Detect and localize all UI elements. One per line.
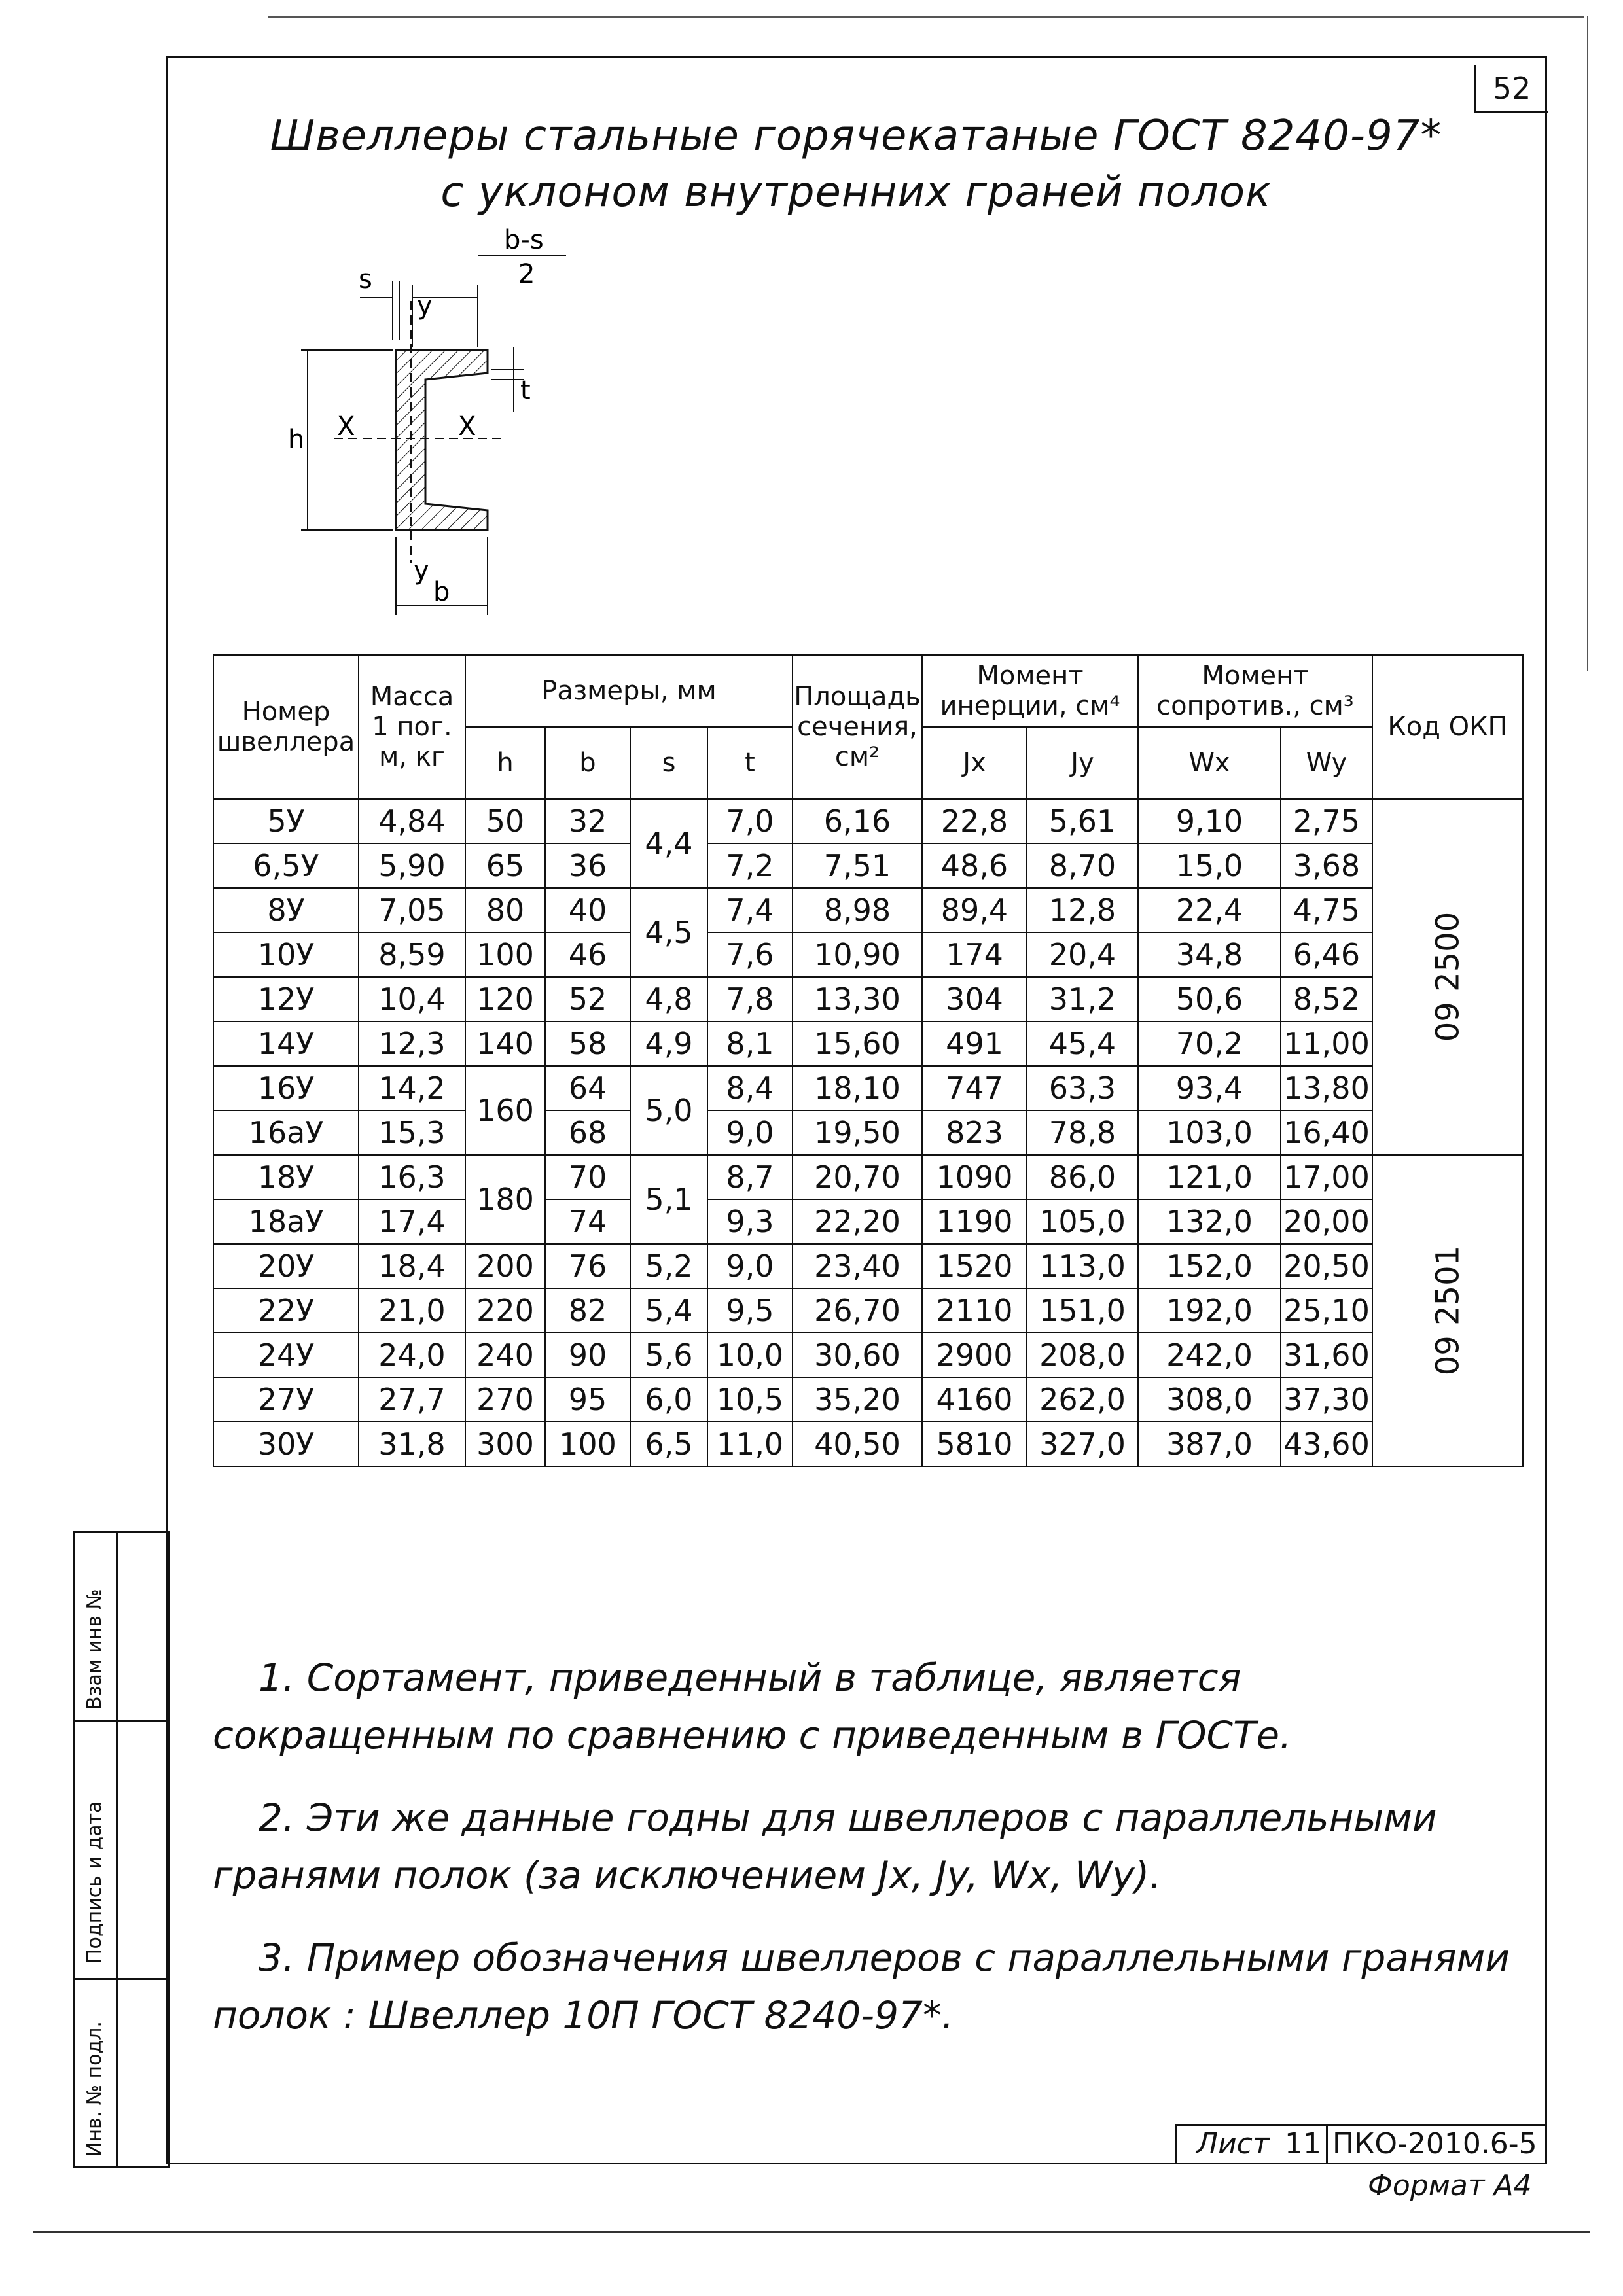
cell-wy: 37,30: [1281, 1377, 1372, 1422]
cell-b: 76: [545, 1244, 630, 1288]
document-code: ПКО-2010.6-5: [1332, 2127, 1537, 2161]
cell-mass: 4,84: [359, 799, 465, 843]
cell-number: 6,5У: [213, 843, 359, 888]
cell-s: 5,2: [630, 1244, 707, 1288]
cell-b: 68: [545, 1110, 630, 1155]
cell-b: 70: [545, 1155, 630, 1199]
cell-b: 100: [545, 1422, 630, 1466]
cell-wy: 2,75: [1281, 799, 1372, 843]
okp-code: 09 2501: [1429, 1245, 1466, 1376]
cell-t: 9,5: [707, 1288, 793, 1333]
stamp-cell-3: [75, 1980, 118, 2166]
cell-s: 5,4: [630, 1288, 707, 1333]
cell-area: 19,50: [793, 1110, 922, 1155]
cell-t: 9,0: [707, 1244, 793, 1288]
cell-mass: 5,90: [359, 843, 465, 888]
cell-mass: 15,3: [359, 1110, 465, 1155]
note-1: 1. Сортамент, приведенный в таблице, является сокращенным по сравнению с приведенным в ГОСТе.: [213, 1655, 1292, 1757]
cell-wx: 34,8: [1138, 932, 1281, 977]
label-y-top: y: [417, 291, 433, 321]
table-row: [213, 977, 1523, 1021]
cell-b: 95: [545, 1377, 630, 1422]
cell-b: 90: [545, 1333, 630, 1377]
cell-wx: 387,0: [1138, 1422, 1281, 1466]
cell-jy: 113,0: [1027, 1244, 1138, 1288]
format-label: Формат А4: [1368, 2169, 1532, 2202]
cell-wx: 93,4: [1138, 1066, 1281, 1110]
cell-mass: 31,8: [359, 1422, 465, 1466]
cell-h: 65: [465, 843, 545, 888]
cell-t: 10,0: [707, 1333, 793, 1377]
table-row: [213, 1021, 1523, 1066]
sheet-number: 11: [1285, 2127, 1321, 2161]
cell-number: 16У: [213, 1066, 359, 1110]
cell-h: 220: [465, 1288, 545, 1333]
cell-jy: 151,0: [1027, 1288, 1138, 1333]
header-inertia: Момент инерции, см⁴: [922, 655, 1138, 727]
header-b: b: [545, 727, 630, 799]
cell-wx: 70,2: [1138, 1021, 1281, 1066]
table-row: [213, 1422, 1523, 1466]
cell-jx: 4160: [922, 1377, 1027, 1422]
table-row: [213, 888, 1523, 932]
stamp-label-1: Взам инв №: [83, 1589, 106, 1710]
cell-jy: 20,4: [1027, 932, 1138, 977]
cell-b: 82: [545, 1288, 630, 1333]
cell-jy: 5,61: [1027, 799, 1138, 843]
cell-number: 18аУ: [213, 1199, 359, 1244]
cell-t: 7,4: [707, 888, 793, 932]
cell-h: 300: [465, 1422, 545, 1466]
cell-area: 35,20: [793, 1377, 922, 1422]
table-body: [213, 799, 1523, 1466]
table-row: [213, 1155, 1523, 1199]
cell-jx: 22,8: [922, 799, 1027, 843]
cell-t: 7,8: [707, 977, 793, 1021]
label-s: s: [359, 264, 372, 294]
header-dimensions: Размеры, мм: [465, 655, 793, 727]
cell-jy: 105,0: [1027, 1199, 1138, 1244]
cell-wy: 31,60: [1281, 1333, 1372, 1377]
header-number: Номер швеллера: [213, 655, 359, 799]
cell-h: 240: [465, 1333, 545, 1377]
cell-wx: 121,0: [1138, 1155, 1281, 1199]
title-line-1: Швеллеры стальные горячекатаные ГОСТ 8240-97*: [270, 112, 1442, 160]
cell-s: 5,6: [630, 1333, 707, 1377]
header-t: t: [707, 727, 793, 799]
header-jx: Jx: [922, 727, 1027, 799]
cell-t: 7,6: [707, 932, 793, 977]
cell-area: 10,90: [793, 932, 922, 977]
notes: [213, 1649, 1535, 2069]
cell-wx: 242,0: [1138, 1333, 1281, 1377]
title-line-2: с уклоном внутренних граней полок: [440, 168, 1272, 217]
cell-h: 100: [465, 932, 545, 977]
label-frac-num: b-s: [504, 225, 544, 255]
cell-area: 30,60: [793, 1333, 922, 1377]
cell-b: 64: [545, 1066, 630, 1110]
cell-s: 6,0: [630, 1377, 707, 1422]
table-row: [213, 843, 1523, 888]
cell-t: 8,4: [707, 1066, 793, 1110]
cell-wy: 25,10: [1281, 1288, 1372, 1333]
cell-h: 120: [465, 977, 545, 1021]
cell-h: 50: [465, 799, 545, 843]
label-frac-den: 2: [518, 259, 535, 289]
cell-wx: 22,4: [1138, 888, 1281, 932]
cell-wx: 9,10: [1138, 799, 1281, 843]
cell-number: 10У: [213, 932, 359, 977]
header-wx: Wx: [1138, 727, 1281, 799]
note-2: 2. Эти же данные годны для швеллеров с параллельными гранями полок (за исключением Jx, Jy, Wx, Wy).: [213, 1795, 1437, 1898]
cell-number: 12У: [213, 977, 359, 1021]
cell-s: 5,1: [630, 1155, 707, 1244]
cell-jx: 2110: [922, 1288, 1027, 1333]
table-row: [213, 799, 1523, 843]
cell-wy: 6,46: [1281, 932, 1372, 977]
cell-mass: 21,0: [359, 1288, 465, 1333]
cell-h: 80: [465, 888, 545, 932]
header-resist: Момент сопротив., см³: [1138, 655, 1372, 727]
cell-jx: 491: [922, 1021, 1027, 1066]
cell-wy: 20,50: [1281, 1244, 1372, 1288]
stamp-label-2: Подпись и дата: [83, 1801, 106, 1964]
table-row: [213, 1333, 1523, 1377]
cell-number: 27У: [213, 1377, 359, 1422]
cell-t: 7,0: [707, 799, 793, 843]
cell-mass: 27,7: [359, 1377, 465, 1422]
sheet-box: [1175, 2124, 1547, 2163]
cell-jy: 262,0: [1027, 1377, 1138, 1422]
cell-jy: 12,8: [1027, 888, 1138, 932]
header-area: Площадь сечения, см²: [793, 655, 922, 799]
cell-mass: 14,2: [359, 1066, 465, 1110]
cell-wx: 132,0: [1138, 1199, 1281, 1244]
cell-s: 4,9: [630, 1021, 707, 1066]
cell-jy: 86,0: [1027, 1155, 1138, 1199]
cell-number: 5У: [213, 799, 359, 843]
cell-jy: 208,0: [1027, 1333, 1138, 1377]
table-row: [213, 1199, 1523, 1244]
cell-jx: 5810: [922, 1422, 1027, 1466]
stamp-label-3: Инв. № подл.: [83, 2021, 106, 2157]
cell-t: 11,0: [707, 1422, 793, 1466]
cell-area: 23,40: [793, 1244, 922, 1288]
cell-jx: 304: [922, 977, 1027, 1021]
label-h: h: [288, 425, 305, 455]
cell-jy: 327,0: [1027, 1422, 1138, 1466]
cell-number: 16аУ: [213, 1110, 359, 1155]
cell-number: 30У: [213, 1422, 359, 1466]
cell-jy: 8,70: [1027, 843, 1138, 888]
cell-wy: 17,00: [1281, 1155, 1372, 1199]
header-jy: Jy: [1027, 727, 1138, 799]
label-b: b: [433, 577, 450, 607]
cell-t: 9,3: [707, 1199, 793, 1244]
cell-jx: 174: [922, 932, 1027, 977]
cell-jy: 45,4: [1027, 1021, 1138, 1066]
cell-jx: 89,4: [922, 888, 1027, 932]
cell-h: 160: [465, 1066, 545, 1155]
cell-number: 14У: [213, 1021, 359, 1066]
cell-wy: 4,75: [1281, 888, 1372, 932]
header-mass: Масса 1 пог. м, кг: [359, 655, 465, 799]
cell-t: 8,7: [707, 1155, 793, 1199]
stamp-cell-2: [75, 1722, 118, 1978]
cell-jx: 48,6: [922, 843, 1027, 888]
cell-s: 5,0: [630, 1066, 707, 1155]
page-number: 52: [1474, 65, 1548, 113]
header-okp: Код ОКП: [1372, 655, 1523, 799]
cell-mass: 10,4: [359, 977, 465, 1021]
label-x-left: X: [337, 412, 355, 442]
cell-t: 10,5: [707, 1377, 793, 1422]
cell-b: 58: [545, 1021, 630, 1066]
note-3: 3. Пример обозначения швеллеров с параллельными гранями полок : Швеллер 10П ГОСТ 8240-97*.: [213, 1935, 1510, 2038]
cell-wx: 308,0: [1138, 1377, 1281, 1422]
cell-b: 40: [545, 888, 630, 932]
cell-mass: 8,59: [359, 932, 465, 977]
channel-profile-diagram: [262, 222, 602, 628]
cell-area: 20,70: [793, 1155, 922, 1199]
cell-s: 4,4: [630, 799, 707, 888]
cell-wy: 20,00: [1281, 1199, 1372, 1244]
cell-mass: 7,05: [359, 888, 465, 932]
cell-b: 32: [545, 799, 630, 843]
cell-area: 22,20: [793, 1199, 922, 1244]
cell-b: 52: [545, 977, 630, 1021]
cell-jx: 747: [922, 1066, 1027, 1110]
cell-area: 15,60: [793, 1021, 922, 1066]
table-row: [213, 932, 1523, 977]
cell-jy: 78,8: [1027, 1110, 1138, 1155]
page-title: [169, 108, 1543, 221]
cell-area: 18,10: [793, 1066, 922, 1110]
okp-code: 09 2500: [1429, 911, 1466, 1042]
cell-h: 140: [465, 1021, 545, 1066]
cell-h: 200: [465, 1244, 545, 1288]
table-row: [213, 1110, 1523, 1155]
side-stamp: [73, 1531, 170, 2168]
cell-wy: 3,68: [1281, 843, 1372, 888]
table-row: [213, 1377, 1523, 1422]
cell-okp: [1372, 799, 1523, 1155]
cell-jx: 1190: [922, 1199, 1027, 1244]
cell-mass: 18,4: [359, 1244, 465, 1288]
cell-t: 8,1: [707, 1021, 793, 1066]
cell-okp: [1372, 1155, 1523, 1466]
header-h: h: [465, 727, 545, 799]
cell-t: 7,2: [707, 843, 793, 888]
cell-number: 20У: [213, 1244, 359, 1288]
cell-area: 7,51: [793, 843, 922, 888]
right-edge-line: [1587, 16, 1588, 671]
cell-b: 74: [545, 1199, 630, 1244]
cell-wy: 13,80: [1281, 1066, 1372, 1110]
label-y-bottom: y: [414, 556, 429, 586]
cell-b: 46: [545, 932, 630, 977]
cell-wx: 152,0: [1138, 1244, 1281, 1288]
cell-area: 26,70: [793, 1288, 922, 1333]
cell-wx: 103,0: [1138, 1110, 1281, 1155]
cell-s: 4,8: [630, 977, 707, 1021]
cell-mass: 24,0: [359, 1333, 465, 1377]
cell-wy: 16,40: [1281, 1110, 1372, 1155]
cell-t: 9,0: [707, 1110, 793, 1155]
cell-mass: 16,3: [359, 1155, 465, 1199]
cell-s: 6,5: [630, 1422, 707, 1466]
top-edge-line: [268, 16, 1584, 18]
header-s: s: [630, 727, 707, 799]
cell-area: 13,30: [793, 977, 922, 1021]
cell-area: 40,50: [793, 1422, 922, 1466]
cell-wy: 11,00: [1281, 1021, 1372, 1066]
cell-mass: 17,4: [359, 1199, 465, 1244]
cell-h: 270: [465, 1377, 545, 1422]
label-t: t: [520, 376, 531, 406]
cell-h: 180: [465, 1155, 545, 1244]
cell-mass: 12,3: [359, 1021, 465, 1066]
cell-wx: 50,6: [1138, 977, 1281, 1021]
cell-jx: 1520: [922, 1244, 1027, 1288]
table-row: [213, 1066, 1523, 1110]
cell-number: 18У: [213, 1155, 359, 1199]
cell-jx: 2900: [922, 1333, 1027, 1377]
header-wy: Wy: [1281, 727, 1372, 799]
cell-wx: 192,0: [1138, 1288, 1281, 1333]
cell-s: 4,5: [630, 888, 707, 977]
channel-properties-table: [213, 654, 1524, 1467]
cell-number: 24У: [213, 1333, 359, 1377]
cell-wy: 8,52: [1281, 977, 1372, 1021]
cell-b: 36: [545, 843, 630, 888]
table-row: [213, 1288, 1523, 1333]
cell-wy: 43,60: [1281, 1422, 1372, 1466]
cell-jy: 63,3: [1027, 1066, 1138, 1110]
cell-area: 8,98: [793, 888, 922, 932]
cell-area: 6,16: [793, 799, 922, 843]
cell-jy: 31,2: [1027, 977, 1138, 1021]
cell-wx: 15,0: [1138, 843, 1281, 888]
label-x-right: X: [458, 412, 476, 442]
sheet-label: Лист: [1196, 2127, 1270, 2161]
cell-jx: 1090: [922, 1155, 1027, 1199]
cell-number: 22У: [213, 1288, 359, 1333]
bottom-edge-line: [33, 2231, 1590, 2233]
table-row: [213, 1244, 1523, 1288]
cell-number: 8У: [213, 888, 359, 932]
stamp-cell-1: [75, 1533, 118, 1720]
cell-jx: 823: [922, 1110, 1027, 1155]
